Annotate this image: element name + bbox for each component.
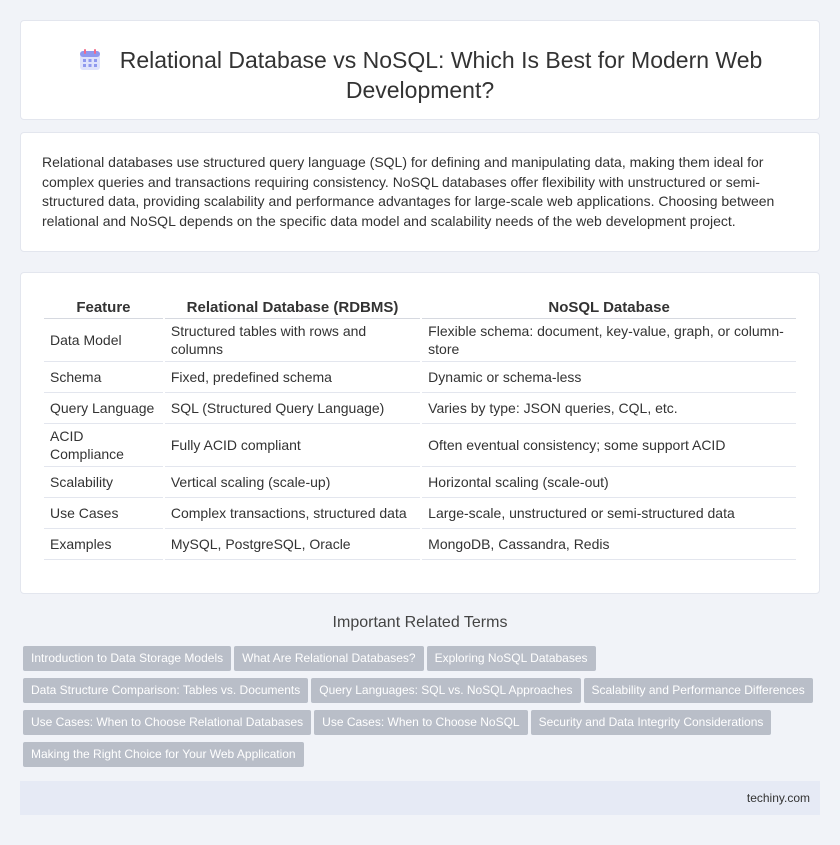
table-row [44, 393, 796, 424]
tag-link[interactable]: Making the Right Choice for Your Web Application [23, 742, 304, 767]
table-cell: Flexible schema: document, key-value, graph, or column-store [422, 319, 796, 362]
table-cell: MySQL, PostgreSQL, Oracle [165, 529, 420, 560]
tag-link[interactable]: Security and Data Integrity Considerations [531, 710, 772, 735]
comparison-table-card [20, 272, 820, 594]
header-card [20, 20, 820, 120]
comparison-table [42, 295, 798, 560]
page-title-wrap [21, 45, 819, 105]
table-row [44, 319, 796, 362]
tag-link[interactable]: Exploring NoSQL Databases [427, 646, 596, 671]
table-cell: Varies by type: JSON queries, CQL, etc. [422, 393, 796, 424]
table-cell: Vertical scaling (scale-up) [165, 467, 420, 498]
footer-site-link[interactable]: techiny.com [746, 791, 810, 805]
table-cell: Fully ACID compliant [165, 424, 420, 467]
header-rdbms: Relational Database (RDBMS) [165, 295, 420, 319]
intro-paragraph: Relational databases use structured query language (SQL) for defining and manipulating data, making them ideal for complex queries and transactions requiring consistency. NoSQL databases offer flexibility with unstructured or semi-structured data, providing scalability and performance advantages for large-scale web applications. Choosing between relational and NoSQL depends on the specific data model and scalability needs of the web development project. [42, 154, 775, 229]
calendar-grid-icon [78, 48, 102, 72]
header-feature: Feature [44, 295, 163, 319]
related-terms-title: Important Related Terms [332, 614, 508, 631]
related-tags [23, 646, 823, 774]
table-row [44, 498, 796, 529]
intro-card [20, 132, 820, 252]
footer [20, 781, 820, 815]
table-cell: Scalability [44, 467, 163, 498]
table-cell: Horizontal scaling (scale-out) [422, 467, 796, 498]
table-cell: SQL (Structured Query Language) [165, 393, 420, 424]
tag-link[interactable]: Use Cases: When to Choose NoSQL [314, 710, 527, 735]
table-header-row [44, 295, 796, 319]
table-cell: Examples [44, 529, 163, 560]
tag-link[interactable]: Scalability and Performance Differences [584, 678, 813, 703]
table-cell: Complex transactions, structured data [165, 498, 420, 529]
table-cell: Structured tables with rows and columns [165, 319, 420, 362]
table-row [44, 529, 796, 560]
table-cell: Schema [44, 362, 163, 393]
table-cell: Query Language [44, 393, 163, 424]
table-cell: ACID Compliance [44, 424, 163, 467]
table-row [44, 467, 796, 498]
table-row [44, 424, 796, 467]
tag-link[interactable]: Data Structure Comparison: Tables vs. Documents [23, 678, 308, 703]
table-cell: Fixed, predefined schema [165, 362, 420, 393]
tag-link[interactable]: Query Languages: SQL vs. NoSQL Approaches [311, 678, 580, 703]
tag-link[interactable]: What Are Relational Databases? [234, 646, 423, 671]
page-title: Relational Database vs NoSQL: Which Is Best for Modern Web Development? [119, 47, 763, 103]
table-cell: Use Cases [44, 498, 163, 529]
table-cell: Dynamic or schema-less [422, 362, 796, 393]
header-nosql: NoSQL Database [422, 295, 796, 319]
table-cell: MongoDB, Cassandra, Redis [422, 529, 796, 560]
tag-link[interactable]: Introduction to Data Storage Models [23, 646, 231, 671]
table-cell: Large-scale, unstructured or semi-structured data [422, 498, 796, 529]
table-cell: Data Model [44, 319, 163, 362]
table-row [44, 362, 796, 393]
table-cell: Often eventual consistency; some support ACID [422, 424, 796, 467]
tag-link[interactable]: Use Cases: When to Choose Relational Databases [23, 710, 311, 735]
